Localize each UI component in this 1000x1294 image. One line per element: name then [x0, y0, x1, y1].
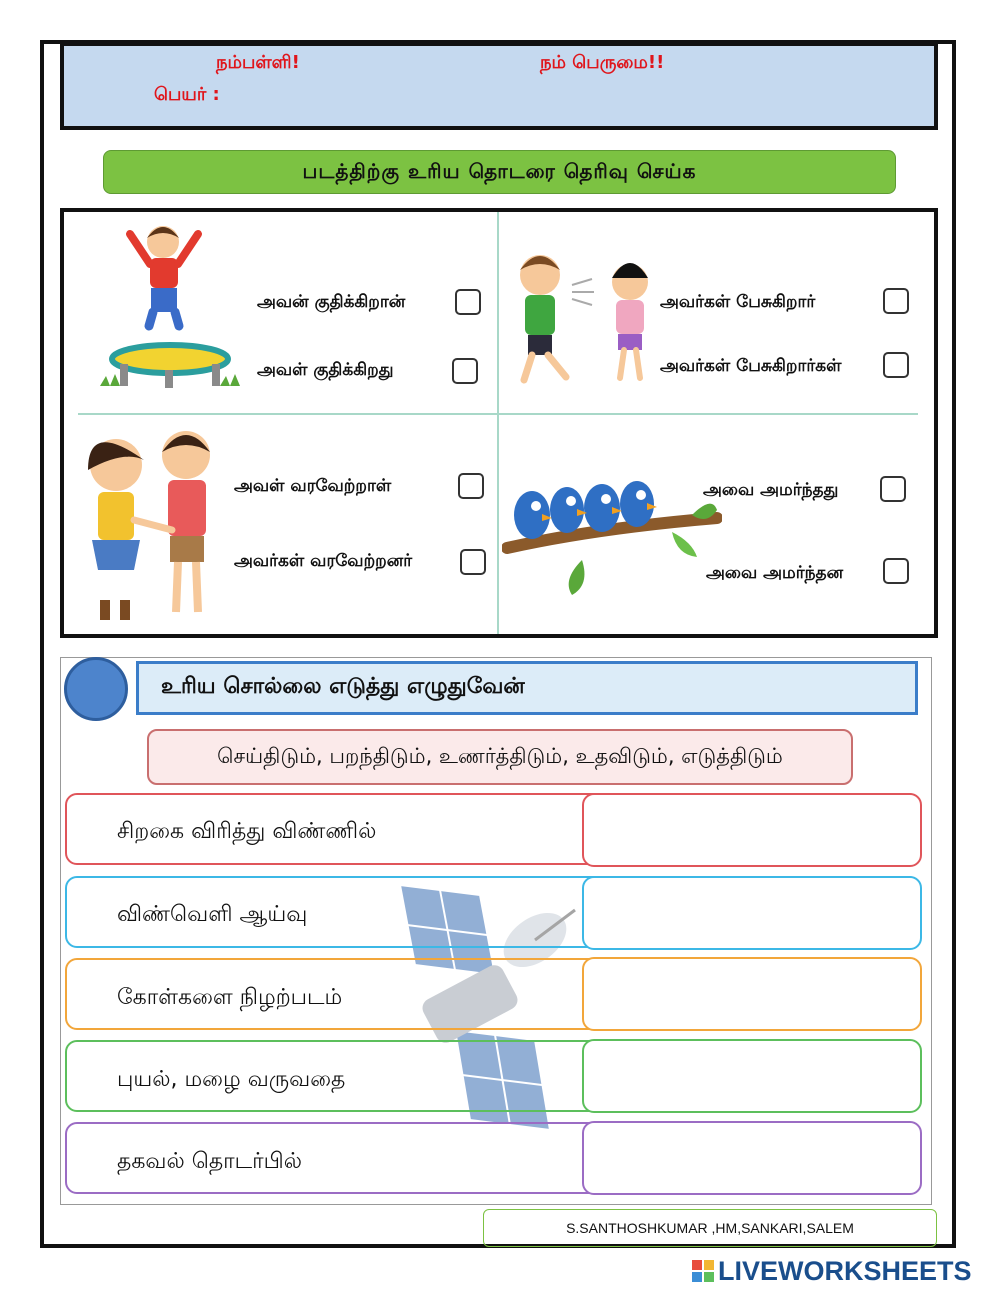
option-label: அவள் குதிக்கிறது	[257, 360, 394, 380]
option-label: அவள் வரவேற்றாள்	[234, 476, 392, 496]
row-phrase: புயல், மழை வருவதை	[117, 1067, 346, 1092]
option-label: அவை அமர்ந்தன	[706, 563, 844, 583]
grid-divider-horizontal	[78, 413, 918, 415]
answer-input[interactable]	[582, 1039, 922, 1113]
word-bank: செய்திடும், பறந்திடும், உணர்த்திடும், உதவிடும், எடுத்திடும்	[147, 729, 853, 785]
liveworksheets-logo[interactable]: LIVEWORKSHEETS	[718, 1256, 972, 1286]
row-phrase: விண்வெளி ஆய்வு	[117, 902, 308, 927]
section2-title: உரிய சொல்லை எடுத்து எழுதுவேன்	[136, 661, 918, 715]
option-label: அவர்கள் பேசுகிறார்	[660, 292, 816, 312]
option-checkbox[interactable]	[883, 352, 909, 378]
section1-title: படத்திற்கு உரிய தொடரை தெரிவு செய்க	[103, 150, 896, 194]
answer-input[interactable]	[582, 1121, 922, 1195]
name-label: பெயர் :	[154, 84, 220, 105]
option-checkbox[interactable]	[883, 558, 909, 584]
option-checkbox[interactable]	[452, 358, 478, 384]
option-checkbox[interactable]	[458, 473, 484, 499]
option-checkbox[interactable]	[460, 549, 486, 575]
children-talking-picture	[500, 240, 665, 390]
author-credit: S.SANTHOSHKUMAR ,HM,SANKARI,SALEM	[483, 1209, 937, 1247]
grid-divider-vertical	[497, 212, 499, 634]
liveworksheets-icon	[692, 1260, 714, 1282]
children-shaking-hands-picture	[78, 420, 228, 628]
option-checkbox[interactable]	[883, 288, 909, 314]
option-checkbox[interactable]	[880, 476, 906, 502]
answer-input[interactable]	[582, 876, 922, 950]
section-circle-icon	[64, 657, 128, 721]
school-slogan: நம்பள்ளி!	[216, 52, 300, 73]
pride-slogan: நம் பெருமை!!	[540, 52, 665, 73]
birds-on-branch-picture	[502, 470, 722, 595]
option-label: அவை அமர்ந்தது	[703, 480, 839, 500]
answer-input[interactable]	[582, 957, 922, 1031]
row-phrase: தகவல் தொடர்பில்	[117, 1149, 302, 1174]
option-label: அவன் குதிக்கிறான்	[257, 292, 406, 312]
option-checkbox[interactable]	[455, 289, 481, 315]
answer-input[interactable]	[582, 793, 922, 867]
boy-jumping-trampoline-picture	[95, 214, 245, 394]
row-phrase: சிறகை விரித்து விண்ணில்	[117, 819, 377, 844]
option-label: அவர்கள் பேசுகிறார்கள்	[660, 356, 842, 376]
row-phrase: கோள்களை நிழற்படம்	[117, 985, 343, 1010]
option-label: அவர்கள் வரவேற்றனர்	[234, 551, 413, 571]
